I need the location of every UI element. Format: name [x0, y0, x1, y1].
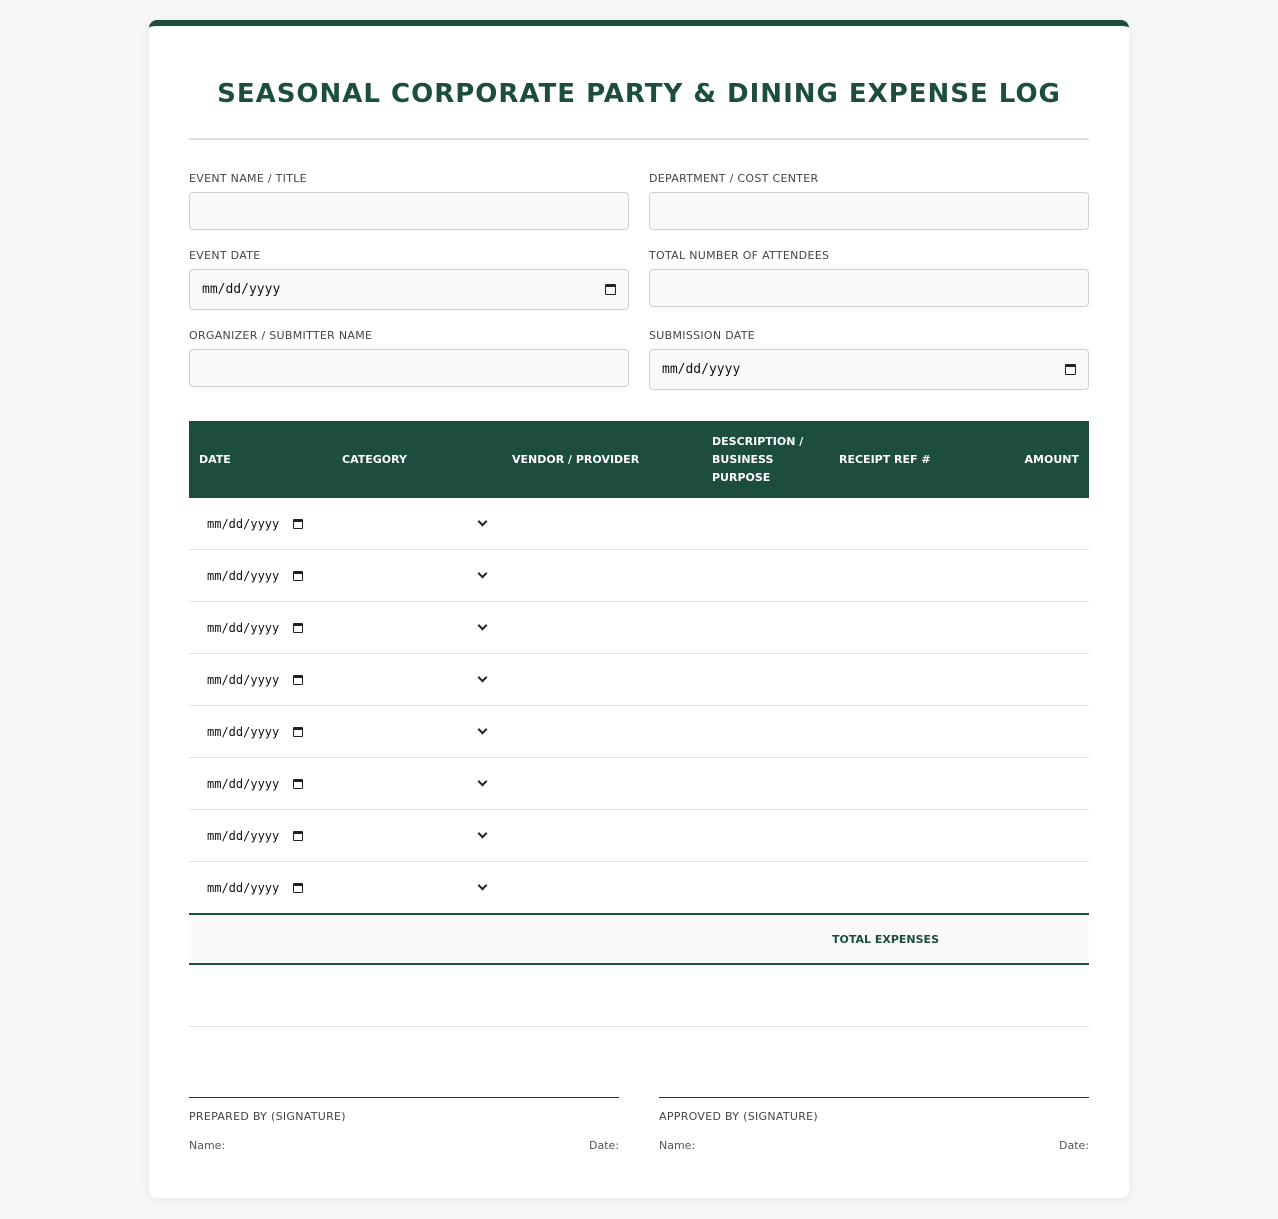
submission-date-placeholder: mm/dd/yyyy: [662, 362, 741, 377]
event-date-label: EVENT DATE: [189, 249, 261, 262]
chevron-down-icon[interactable]: [478, 881, 488, 891]
prepared-date-label: Date:: [589, 1139, 619, 1152]
row-date-placeholder: mm/dd/yyyy: [207, 673, 280, 687]
notes-divider: [189, 1026, 1089, 1027]
chevron-down-icon[interactable]: [478, 725, 488, 735]
approved-signature-line[interactable]: [659, 1097, 1089, 1098]
table-row: [189, 550, 1089, 602]
calendar-icon[interactable]: [605, 284, 616, 295]
approved-by-label: APPROVED BY (SIGNATURE): [659, 1110, 818, 1123]
chevron-down-icon[interactable]: [478, 829, 488, 839]
row-date-input[interactable]: [207, 810, 303, 862]
organizer-field: [189, 329, 629, 390]
event-name-label: EVENT NAME / TITLE: [189, 172, 307, 185]
attendees-label: TOTAL NUMBER OF ATTENDEES: [649, 249, 830, 262]
calendar-icon[interactable]: [293, 727, 303, 737]
table-row: [189, 810, 1089, 862]
submission-date-label: SUBMISSION DATE: [649, 329, 756, 342]
attendees-field: [649, 249, 1089, 310]
row-date-input[interactable]: [207, 550, 303, 602]
table-row: [189, 498, 1089, 550]
table-row: [189, 654, 1089, 706]
row-date-input[interactable]: [207, 862, 303, 914]
row-date-input[interactable]: [207, 654, 303, 706]
department-input[interactable]: [649, 192, 1089, 230]
row-date-input[interactable]: [207, 498, 303, 550]
header-category: CATEGORY: [342, 452, 407, 466]
prepared-signature-line[interactable]: [189, 1097, 619, 1098]
event-details-grid: [189, 172, 1089, 409]
prepared-by-label: PREPARED BY (SIGNATURE): [189, 1110, 346, 1123]
row-date-input[interactable]: [207, 602, 303, 654]
row-date-placeholder: mm/dd/yyyy: [207, 621, 280, 635]
organizer-label: ORGANIZER / SUBMITTER NAME: [189, 329, 373, 342]
table-row: [189, 706, 1089, 758]
prepared-meta: [189, 1139, 619, 1152]
prepared-name-label: Name:: [189, 1139, 226, 1152]
submission-date-input[interactable]: [649, 349, 1089, 390]
prepared-by-block: [189, 1097, 619, 1152]
submission-date-field: [649, 329, 1089, 390]
approved-date-label: Date:: [1059, 1139, 1089, 1152]
chevron-down-icon[interactable]: [478, 517, 488, 527]
signature-section: [189, 1097, 1089, 1152]
header-description: [712, 421, 803, 498]
row-date-placeholder: mm/dd/yyyy: [207, 777, 280, 791]
calendar-icon[interactable]: [293, 519, 303, 529]
header-description-line-1: DESCRIPTION /: [712, 434, 804, 448]
approved-meta: [659, 1139, 1089, 1152]
header-receipt: RECEIPT REF #: [839, 452, 931, 466]
expense-table: [189, 421, 1089, 965]
total-expenses-label: TOTAL EXPENSES: [832, 932, 939, 946]
calendar-icon[interactable]: [293, 675, 303, 685]
chevron-down-icon[interactable]: [478, 777, 488, 787]
calendar-icon[interactable]: [293, 571, 303, 581]
header-amount: AMOUNT: [1024, 452, 1079, 466]
attendees-input[interactable]: [649, 269, 1089, 307]
department-label: DEPARTMENT / COST CENTER: [649, 172, 819, 185]
row-date-placeholder: mm/dd/yyyy: [207, 829, 280, 843]
table-row: [189, 758, 1089, 810]
chevron-down-icon[interactable]: [478, 621, 488, 631]
calendar-icon[interactable]: [293, 883, 303, 893]
table-row: [189, 862, 1089, 914]
chevron-down-icon[interactable]: [478, 673, 488, 683]
expense-form-card: [149, 20, 1129, 1198]
header-description-line-2: BUSINESS: [712, 452, 774, 466]
calendar-icon[interactable]: [293, 831, 303, 841]
event-name-field: [189, 172, 629, 230]
event-date-input[interactable]: [189, 269, 629, 310]
department-field: [649, 172, 1089, 230]
totals-row: [189, 913, 1089, 965]
title-divider: [189, 138, 1089, 140]
event-date-field: [189, 249, 629, 310]
row-date-placeholder: mm/dd/yyyy: [207, 725, 280, 739]
header-vendor: VENDOR / PROVIDER: [512, 452, 640, 466]
expense-table-header: [189, 421, 1089, 498]
row-date-placeholder: mm/dd/yyyy: [207, 517, 280, 531]
header-description-line-3: PURPOSE: [712, 470, 771, 484]
row-date-input[interactable]: [207, 706, 303, 758]
form-title: SEASONAL CORPORATE PARTY & DINING EXPENSE LOG: [217, 79, 1061, 109]
table-row: [189, 602, 1089, 654]
event-name-input[interactable]: [189, 192, 629, 230]
organizer-input[interactable]: [189, 349, 629, 387]
calendar-icon[interactable]: [1065, 364, 1076, 375]
calendar-icon[interactable]: [293, 779, 303, 789]
row-date-input[interactable]: [207, 758, 303, 810]
approved-name-label: Name:: [659, 1139, 696, 1152]
calendar-icon[interactable]: [293, 623, 303, 633]
chevron-down-icon[interactable]: [478, 569, 488, 579]
event-date-placeholder: mm/dd/yyyy: [202, 282, 281, 297]
header-date: DATE: [199, 452, 231, 466]
row-date-placeholder: mm/dd/yyyy: [207, 569, 280, 583]
row-date-placeholder: mm/dd/yyyy: [207, 881, 280, 895]
approved-by-block: [659, 1097, 1089, 1152]
